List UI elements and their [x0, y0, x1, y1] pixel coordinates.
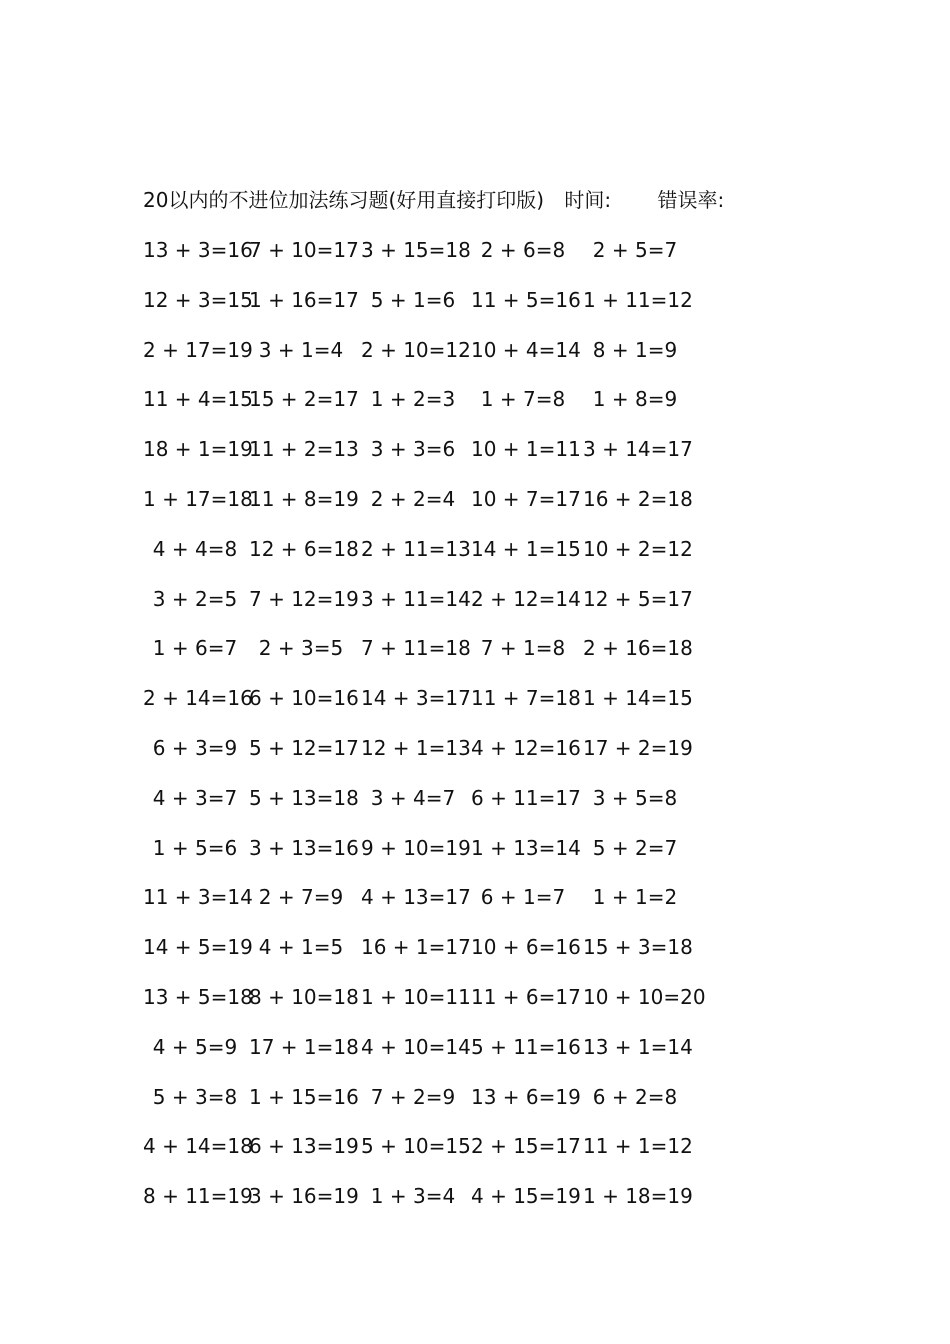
problem-cell: 8 + 1=9: [592, 337, 678, 362]
problem-cell: 3 + 4=7: [370, 785, 456, 810]
problem-cell: 10 + 1=11: [471, 437, 581, 462]
problem-cell: 3 + 2=5: [152, 586, 238, 611]
problem-cell: 14 + 3=17: [361, 686, 471, 711]
problem-cell: 1 + 13=14: [471, 835, 581, 860]
problem-row: [143, 585, 723, 635]
problem-cell: 7 + 10=17: [249, 238, 359, 262]
problem-cell: 5 + 11=16: [471, 1034, 581, 1059]
problem-cell: 12 + 5=17: [583, 586, 693, 611]
problem-cell: 10 + 10=20: [583, 984, 706, 1009]
problem-row: [143, 435, 723, 485]
problem-row: [143, 1033, 723, 1083]
problem-row: [143, 784, 723, 834]
problem-cell: 12 + 1=13: [361, 735, 471, 760]
problem-cell: 6 + 10=16: [249, 686, 359, 711]
problem-cell: 17 + 1=18: [249, 1034, 359, 1059]
problem-cell: 7 + 11=18: [361, 636, 471, 661]
problem-cell: 2 + 5=7: [592, 238, 678, 262]
problem-row: [143, 385, 723, 435]
problem-row: [143, 933, 723, 983]
problem-cell: 8 + 10=18: [249, 984, 359, 1009]
problem-cell: 7 + 1=8: [480, 636, 566, 661]
problem-cell: 2 + 14=16: [143, 686, 253, 711]
problem-cell: 9 + 10=19: [361, 835, 471, 860]
problem-cell: 4 + 10=14: [361, 1034, 471, 1059]
problem-cell: 1 + 15=16: [249, 1084, 359, 1109]
worksheet-header: [143, 186, 724, 214]
problem-row: [143, 684, 723, 734]
problem-cell: 4 + 3=7: [152, 785, 238, 810]
problem-row: [143, 535, 723, 585]
problem-cell: 6 + 13=19: [249, 1134, 359, 1159]
problem-cell: 4 + 14=18: [143, 1134, 253, 1159]
problem-cell: 5 + 2=7: [592, 835, 678, 860]
problem-cell: 2 + 11=13: [361, 536, 471, 561]
problem-cell: 1 + 10=11: [361, 984, 471, 1009]
problem-cell: 2 + 17=19: [143, 337, 253, 362]
problem-cell: 14 + 5=19: [143, 935, 253, 960]
error-rate-label: 错误率:: [657, 188, 725, 212]
problem-cell: 1 + 18=19: [583, 1184, 693, 1209]
problem-cell: 3 + 3=6: [370, 437, 456, 462]
problem-cell: 1 + 2=3: [370, 387, 456, 412]
problem-cell: 11 + 1=12: [583, 1134, 693, 1159]
problem-cell: 1 + 3=4: [370, 1184, 456, 1209]
problem-cell: 12 + 6=18: [249, 536, 359, 561]
problem-grid: [143, 236, 723, 1232]
problem-cell: 17 + 2=19: [583, 735, 693, 760]
problem-cell: 4 + 1=5: [258, 935, 344, 960]
problem-cell: 3 + 16=19: [249, 1184, 359, 1209]
problem-cell: 5 + 1=6: [370, 287, 456, 312]
problem-cell: 12 + 3=15: [143, 287, 253, 312]
problem-cell: 15 + 2=17: [249, 387, 359, 412]
problem-cell: 2 + 7=9: [258, 885, 344, 910]
problem-row: [143, 983, 723, 1033]
problem-cell: 11 + 6=17: [471, 984, 581, 1009]
time-label: 时间:: [564, 188, 612, 212]
problem-cell: 1 + 17=18: [143, 486, 253, 511]
problem-cell: 1 + 5=6: [152, 835, 238, 860]
problem-row: [143, 485, 723, 535]
problem-cell: 1 + 14=15: [583, 686, 693, 711]
problem-cell: 16 + 1=17: [361, 935, 471, 960]
problem-cell: 3 + 13=16: [249, 835, 359, 860]
problem-cell: 6 + 2=8: [592, 1084, 678, 1109]
problem-row: [143, 1132, 723, 1182]
problem-cell: 1 + 11=12: [583, 287, 693, 312]
problem-cell: 13 + 1=14: [583, 1034, 693, 1059]
problem-cell: 3 + 14=17: [583, 437, 693, 462]
problem-row: [143, 834, 723, 884]
problem-cell: 18 + 1=19: [143, 437, 253, 462]
problem-cell: 3 + 15=18: [361, 238, 471, 262]
problem-cell: 5 + 13=18: [249, 785, 359, 810]
problem-cell: 10 + 2=12: [583, 536, 693, 561]
problem-row: [143, 1083, 723, 1133]
problem-row: [143, 634, 723, 684]
problem-cell: 1 + 1=2: [592, 885, 678, 910]
problem-row: [143, 1182, 723, 1232]
problem-cell: 6 + 11=17: [471, 785, 581, 810]
problem-cell: 2 + 2=4: [370, 486, 456, 511]
problem-cell: 11 + 5=16: [471, 287, 581, 312]
problem-cell: 11 + 8=19: [249, 486, 359, 511]
problem-cell: 1 + 6=7: [152, 636, 238, 661]
problem-cell: 13 + 3=16: [143, 238, 253, 262]
problem-cell: 4 + 5=9: [152, 1034, 238, 1059]
problem-cell: 2 + 15=17: [471, 1134, 581, 1159]
problem-cell: 3 + 11=14: [361, 586, 471, 611]
problem-cell: 2 + 3=5: [258, 636, 344, 661]
problem-cell: 4 + 12=16: [471, 735, 581, 760]
problem-cell: 6 + 1=7: [480, 885, 566, 910]
problem-cell: 13 + 6=19: [471, 1084, 581, 1109]
problem-cell: 5 + 10=15: [361, 1134, 471, 1159]
problem-cell: 11 + 2=13: [249, 437, 359, 462]
problem-cell: 11 + 4=15: [143, 387, 253, 412]
problem-cell: 1 + 8=9: [592, 387, 678, 412]
problem-cell: 7 + 12=19: [249, 586, 359, 611]
problem-row: [143, 883, 723, 933]
problem-cell: 11 + 7=18: [471, 686, 581, 711]
problem-row: [143, 236, 723, 286]
problem-cell: 10 + 4=14: [471, 337, 581, 362]
problem-cell: 13 + 5=18: [143, 984, 253, 1009]
problem-cell: 4 + 4=8: [152, 536, 238, 561]
problem-cell: 11 + 3=14: [143, 885, 253, 910]
problem-cell: 10 + 6=16: [471, 935, 581, 960]
problem-cell: 4 + 15=19: [471, 1184, 581, 1209]
problem-cell: 2 + 10=12: [361, 337, 471, 362]
problem-cell: 16 + 2=18: [583, 486, 693, 511]
problem-row: [143, 286, 723, 336]
problem-cell: 5 + 3=8: [152, 1084, 238, 1109]
problem-cell: 5 + 12=17: [249, 735, 359, 760]
problem-cell: 8 + 11=19: [143, 1184, 253, 1209]
problem-cell: 6 + 3=9: [152, 735, 238, 760]
problem-cell: 2 + 6=8: [480, 238, 566, 262]
problem-cell: 2 + 12=14: [471, 586, 581, 611]
problem-cell: 7 + 2=9: [370, 1084, 456, 1109]
problem-cell: 3 + 5=8: [592, 785, 678, 810]
problem-cell: 4 + 13=17: [361, 885, 471, 910]
problem-cell: 1 + 16=17: [249, 287, 359, 312]
problem-cell: 1 + 7=8: [480, 387, 566, 412]
problem-cell: 15 + 3=18: [583, 935, 693, 960]
problem-row: [143, 336, 723, 386]
problem-cell: 14 + 1=15: [471, 536, 581, 561]
problem-cell: 2 + 16=18: [583, 636, 693, 661]
problem-row: [143, 734, 723, 784]
problem-cell: 3 + 1=4: [258, 337, 344, 362]
worksheet-title: 20以内的不进位加法练习题(好用直接打印版): [143, 188, 545, 212]
problem-cell: 10 + 7=17: [471, 486, 581, 511]
